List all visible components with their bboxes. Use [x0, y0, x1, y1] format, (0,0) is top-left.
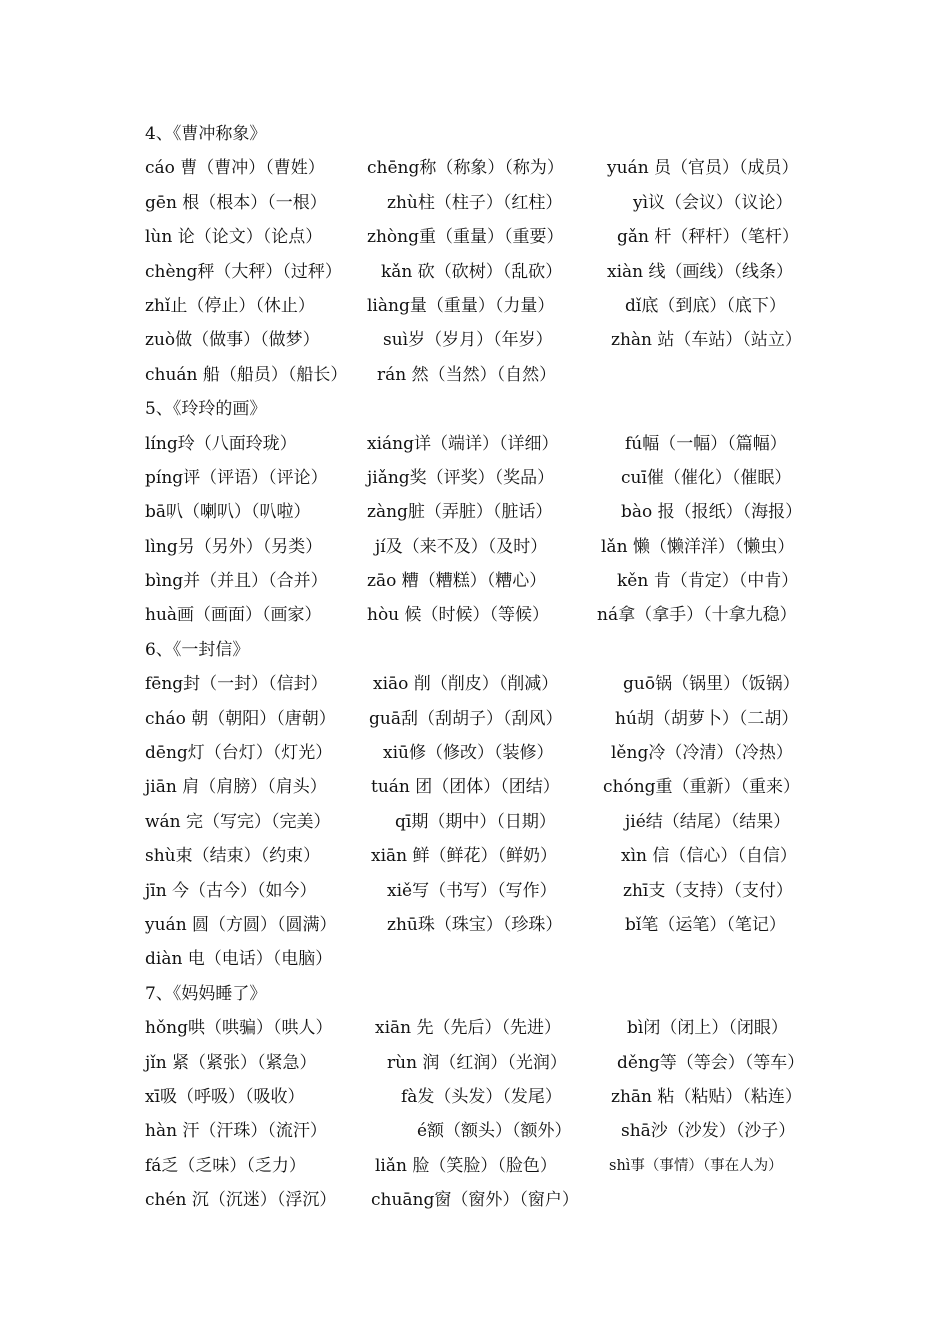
vocab-entry: bào 报（报纸）（海报） — [621, 502, 803, 523]
vocab-entry: líng玲（八面玲珑） — [145, 433, 297, 454]
vocab-entry: xī吸（呼吸）（吸收） — [145, 1086, 305, 1107]
section-heading: 6、《一封信》 — [145, 639, 250, 660]
vocab-entry: zhū珠（珠宝）（珍珠） — [387, 914, 563, 935]
vocab-row — [145, 598, 825, 632]
vocab-entry: dēng灯（台灯）（灯光） — [145, 743, 333, 764]
vocab-entry: lǎn 懒（懒洋洋）（懒虫） — [601, 536, 795, 557]
vocab-entry: shā沙（沙发）（沙子） — [621, 1121, 796, 1142]
vocab-entry: gēn 根（根本）（一根） — [145, 192, 327, 213]
vocab-entry: yuán 圆（方圆）（圆满） — [145, 914, 337, 935]
vocab-entry: cuī催（催化）（催眠） — [621, 467, 792, 488]
section-heading: 7、《妈妈睡了》 — [145, 983, 267, 1004]
vocab-entry: xiān 鲜（鲜花）（鲜奶） — [371, 846, 558, 867]
vocab-entry: xiāo 削（削皮）（削减） — [373, 674, 559, 695]
vocab-row — [145, 1046, 825, 1080]
vocab-entry: chuán 船（船员）（船长） — [145, 364, 348, 385]
vocab-entry: chuāng窗（窗外）（窗户） — [371, 1190, 579, 1211]
vocab-entry: jié结（结尾）（结果） — [625, 811, 791, 832]
vocab-row — [145, 770, 825, 804]
vocab-entry: liàng量（重量）（力量） — [367, 295, 555, 316]
vocab-entry: dǐ底（到底）（底下） — [625, 295, 786, 316]
vocab-entry: tuán 团（团体）（团结） — [371, 777, 560, 798]
vocab-entry: rán 然（当然）（自然） — [377, 364, 557, 385]
vocab-entry: guā刮（刮胡子）（刮风） — [369, 708, 563, 729]
document-content — [145, 117, 825, 1218]
vocab-entry: zhù柱（柱子）（红柱） — [387, 192, 563, 213]
vocab-entry: jīn 今（古今）（如今） — [145, 880, 317, 901]
vocab-entry: gǎn 杆（秤杆）（笔杆） — [617, 227, 799, 248]
section-heading: 4、《曹冲称象》 — [145, 124, 267, 144]
vocab-entry: xiáng详（端详）（详细） — [367, 433, 559, 454]
vocab-entry: rùn 润（红润）（光润） — [387, 1052, 567, 1073]
vocab-row — [145, 702, 825, 736]
vocab-entry: chēng称（称象）（称为） — [367, 158, 564, 179]
vocab-entry: hòu 候（时候）（等候） — [367, 605, 550, 626]
vocab-entry: cháo 朝（朝阳）（唐朝） — [145, 708, 336, 729]
vocab-row — [145, 289, 825, 323]
vocab-entry: qī期（期中）（日期） — [395, 811, 556, 832]
vocab-row — [145, 667, 825, 701]
vocab-row — [145, 427, 825, 461]
vocab-entry: fēng封（一封）（信封） — [145, 674, 328, 695]
vocab-entry: chèng秤（大秤）（过秤） — [145, 261, 342, 282]
vocab-row — [145, 1080, 825, 1114]
vocab-entry: xìn 信（信心）（自信） — [621, 846, 797, 867]
vocab-row — [145, 1183, 825, 1217]
vocab-entry: fú幅（一幅）（篇幅） — [625, 433, 787, 454]
vocab-row — [145, 461, 825, 495]
vocab-entry: kǎn 砍（砍树）（乱砍） — [381, 261, 563, 282]
vocab-entry: hàn 汗（汗珠）（流汗） — [145, 1121, 327, 1142]
vocab-entry: píng评（评语）（评论） — [145, 467, 328, 488]
vocab-row — [145, 564, 825, 598]
vocab-entry: xiān 先（先后）（先进） — [375, 1018, 562, 1039]
vocab-entry: bìng并（并且）（合并） — [145, 571, 328, 592]
vocab-row — [145, 323, 825, 357]
section-heading: 5、《玲玲的画》 — [145, 399, 267, 420]
vocab-entry: é额（额头）（额外） — [417, 1121, 572, 1142]
vocab-row — [145, 530, 825, 564]
vocab-entry: bā叭（喇叭）（叭啦） — [145, 502, 311, 523]
vocab-entry: shù束（结束）（约束） — [145, 846, 321, 867]
vocab-entry: cáo 曹（曹冲）（曹姓） — [145, 158, 325, 179]
vocab-entry: chén 沉（沉迷）（浮沉） — [145, 1190, 337, 1211]
vocab-entry: yuán 员（官员）（成员） — [607, 158, 799, 179]
vocab-entry: zhàn 站（车站）（站立） — [611, 330, 802, 351]
vocab-row — [145, 874, 825, 908]
vocab-row — [145, 1011, 825, 1045]
vocab-entry: xiū修（修改）（装修） — [383, 743, 554, 764]
vocab-entry: huà画（画面）（画家） — [145, 605, 322, 626]
vocab-entry: fà发（头发）（发尾） — [401, 1086, 562, 1107]
vocab-entry: jǐn 紧（紧张）（紧急） — [145, 1052, 317, 1073]
vocab-entry: shì事（事情）（事在人为） — [609, 1157, 783, 1174]
vocab-entry: chóng重（重新）（重来） — [603, 777, 801, 798]
vocab-entry: zāo 糟（糟糕）（糟心） — [367, 571, 547, 592]
vocab-entry: zuò做（做事）（做梦） — [145, 330, 320, 351]
vocab-entry: ná拿（拿手）（十拿九稳） — [597, 605, 797, 626]
vocab-entry: lěng冷（冷清）（冷热） — [611, 743, 793, 764]
vocab-entry: zhān 粘（粘贴）（粘连） — [611, 1086, 802, 1107]
vocab-row — [145, 255, 825, 289]
vocab-entry: zhòng重（重量）（重要） — [367, 227, 564, 248]
vocab-entry: xiàn 线（画线）（线条） — [607, 261, 794, 282]
vocab-entry: lìng另（另外）（另类） — [145, 536, 323, 557]
vocab-entry: jiān 肩（肩膀）（肩头） — [145, 777, 327, 798]
vocab-entry: guō锅（锅里）（饭锅） — [623, 674, 800, 695]
vocab-entry: zàng脏（弄脏）（脏话） — [367, 502, 553, 523]
vocab-entry: lùn 论（论文）（论点） — [145, 227, 323, 248]
vocab-entry: wán 完（写完）（完美） — [145, 811, 331, 832]
vocab-row — [145, 220, 825, 254]
vocab-entry: jí及（来不及）（及时） — [375, 536, 548, 557]
vocab-entry: suì岁（岁月）（年岁） — [383, 330, 553, 351]
vocab-entry: hú胡（胡萝卜）（二胡） — [615, 708, 799, 729]
vocab-entry: zhǐ止（停止）（休止） — [145, 295, 315, 316]
vocab-entry: zhī支（支持）（支付） — [623, 880, 793, 901]
vocab-row — [145, 942, 825, 976]
vocab-entry: yì议（会议）（议论） — [633, 192, 793, 213]
vocab-row — [145, 495, 825, 529]
vocab-entry: liǎn 脸（笑脸）（脸色） — [375, 1155, 557, 1176]
vocab-row — [145, 151, 825, 185]
vocab-entry: diàn 电（电话）（电脑） — [145, 949, 333, 970]
vocab-row — [145, 908, 825, 942]
vocab-entry: bì闭（闭上）（闭眼） — [627, 1018, 788, 1039]
vocab-row — [145, 358, 825, 392]
vocab-entry: jiǎng奖（评奖）（奖品） — [367, 467, 555, 488]
vocab-row — [145, 1114, 825, 1148]
vocab-row — [145, 839, 825, 873]
vocab-entry: fá乏（乏味）（乏力） — [145, 1155, 306, 1176]
vocab-entry: děng等（等会）（等车） — [617, 1052, 805, 1073]
vocab-entry: bǐ笔（运笔）（笔记） — [625, 914, 786, 935]
vocab-row — [145, 186, 825, 220]
vocab-entry: kěn 肯（肯定）（中肯） — [617, 571, 799, 592]
vocab-row — [145, 1149, 825, 1183]
vocab-entry: hǒng哄（哄骗）（哄人） — [145, 1018, 333, 1039]
vocab-entry: xiě写（书写）（写作） — [387, 880, 557, 901]
vocab-row — [145, 736, 825, 770]
vocab-row — [145, 805, 825, 839]
